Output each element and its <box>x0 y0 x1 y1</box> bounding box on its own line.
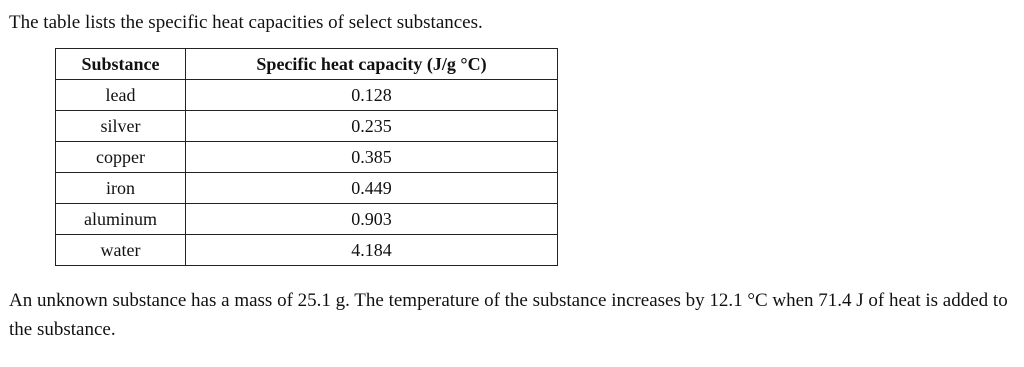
heat-capacity-cell: 4.184 <box>186 235 558 266</box>
table-header-row <box>56 49 558 80</box>
table-row <box>56 235 558 266</box>
substance-cell: copper <box>56 142 186 173</box>
substance-cell: aluminum <box>56 204 186 235</box>
substance-cell: water <box>56 235 186 266</box>
header-substance: Substance <box>56 49 186 80</box>
table-row <box>56 111 558 142</box>
heat-capacity-cell: 0.449 <box>186 173 558 204</box>
specific-heat-table <box>55 48 558 266</box>
table-row <box>56 80 558 111</box>
substance-cell: lead <box>56 80 186 111</box>
table-row <box>56 204 558 235</box>
header-specific-heat-capacity: Specific heat capacity (J/g °C) <box>186 49 558 80</box>
substance-cell: iron <box>56 173 186 204</box>
table-row <box>56 173 558 204</box>
heat-capacity-cell: 0.903 <box>186 204 558 235</box>
heat-capacity-cell: 0.385 <box>186 142 558 173</box>
intro-text: The table lists the specific heat capacities of select substances. <box>9 12 483 33</box>
problem-text: An unknown substance has a mass of 25.1 g. The temperature of the substance increases by 12.1 °C when 71.4 J of heat is added to the substance. <box>9 290 1008 340</box>
substance-cell: silver <box>56 111 186 142</box>
heat-capacity-cell: 0.128 <box>186 80 558 111</box>
table-row <box>56 142 558 173</box>
heat-capacity-cell: 0.235 <box>186 111 558 142</box>
